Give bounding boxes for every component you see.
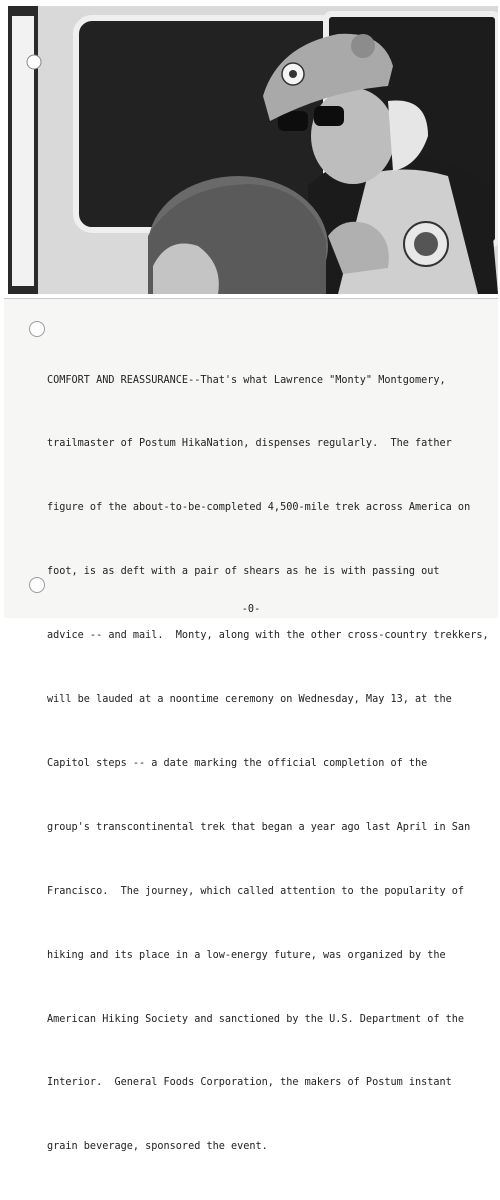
caption-line: grain beverage, sponsored the event. xyxy=(47,1141,268,1153)
caption-line: will be lauded at a noontime ceremony on Wednesday, May 13, at the xyxy=(47,694,452,706)
page-mark: -0- xyxy=(241,604,261,615)
caption-line: COMFORT AND REASSURANCE--That's what Lawrence "Monty" Montgomery, xyxy=(47,374,446,386)
man-face xyxy=(311,88,395,184)
caption-line: figure of the about-to-be-completed 4,500-mile trek across America on xyxy=(47,502,471,514)
caption-text xyxy=(47,327,487,1200)
caption-sheet xyxy=(4,298,498,1153)
caption-line: trailmaster of Postum HikaNation, dispenses regularly. The father xyxy=(47,438,452,450)
caption-line: group's transcontinental trek that began a year ago last April in San xyxy=(47,821,471,833)
caption-line: foot, is as deft with a pair of shears as he is with passing out xyxy=(47,566,440,578)
punch-hole-bottom xyxy=(29,577,45,593)
caption-line: Interior. General Foods Corporation, the makers of Postum instant xyxy=(47,1077,452,1089)
photograph xyxy=(8,6,498,294)
punch-hole-top xyxy=(29,321,45,337)
caption-line: American Hiking Society and sanctioned by the U.S. Department of the xyxy=(47,1013,465,1025)
photo-scene xyxy=(8,6,498,294)
caption-line: Capitol steps -- a date marking the official completion of the xyxy=(47,757,428,769)
caption-line: Francisco. The journey, which called attention to the popularity of xyxy=(47,885,465,897)
caption-line: hiking and its place in a low-energy future, was organized by the xyxy=(47,949,446,961)
caption-line: advice -- and mail. Monty, along with the other cross-country trekkers, xyxy=(47,630,489,642)
